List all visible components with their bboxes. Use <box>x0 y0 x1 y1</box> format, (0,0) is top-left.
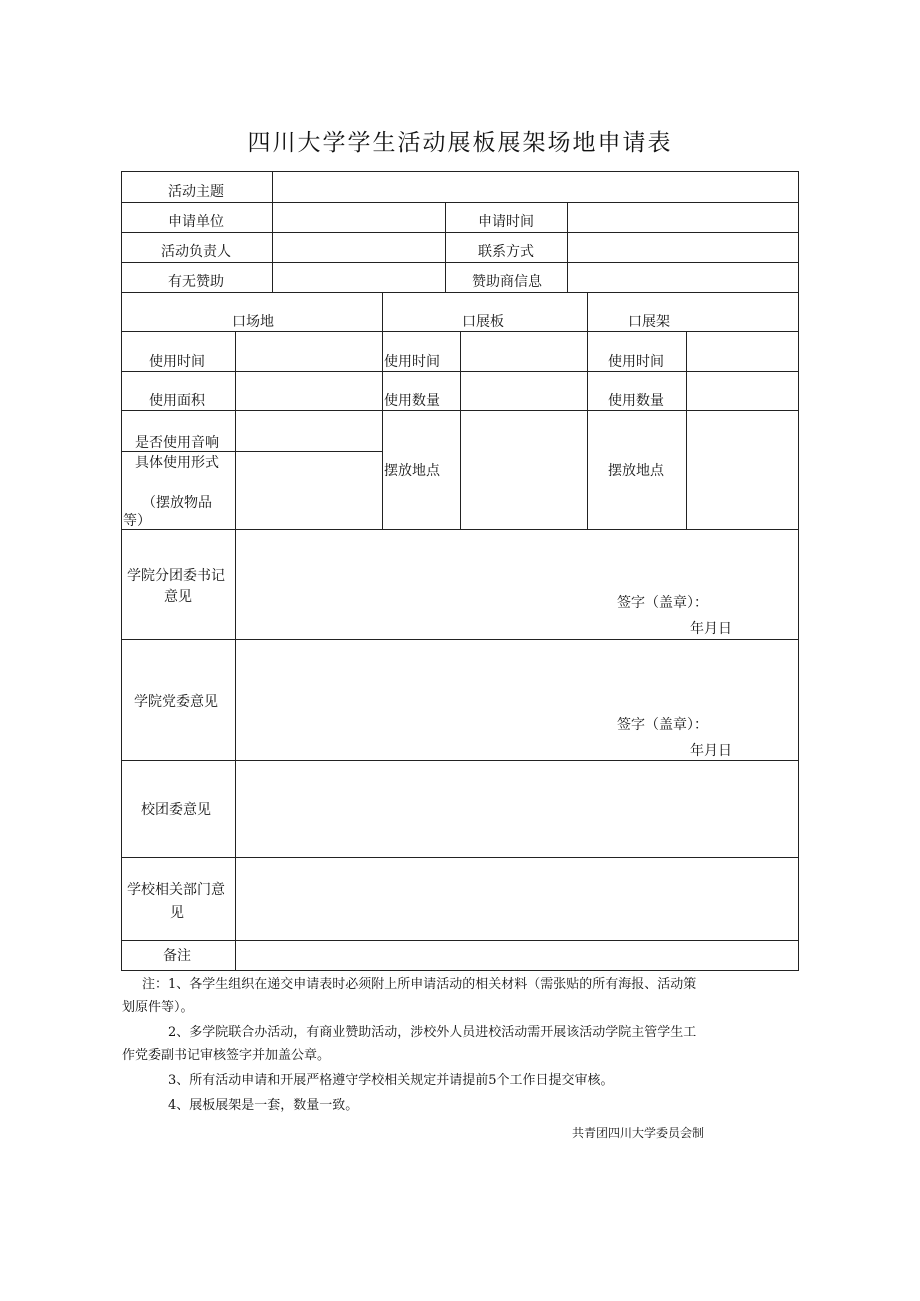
option-board-checkbox[interactable]: 口展板 <box>462 314 504 330</box>
label-leader: 活动负责人 <box>161 244 231 260</box>
label-college-league-2: 意见 <box>164 589 192 605</box>
date-college-league: 年月日 <box>690 621 732 637</box>
note-3: 3、所有活动申请和开展严格遵守学校相关规定并请提前5个工作日提交审核。 <box>168 1073 614 1088</box>
label-college-league: 学院分团委书记 <box>127 568 225 584</box>
label-rack-place: 摆放地点 <box>608 463 664 479</box>
label-college-party: 学院党委意见 <box>134 694 218 710</box>
note-4: 4、展板展架是一套，数量一致。 <box>168 1098 359 1113</box>
label-rack-use-count: 使用数量 <box>608 393 664 409</box>
label-usage-form-note-end: 等） <box>123 513 151 529</box>
sign-college-party: 签字（盖章）： <box>617 717 708 733</box>
label-school-dept: 学校相关部门意 <box>127 882 225 898</box>
note-2b: 作党委副书记审核签字并加盖公章。 <box>122 1048 331 1063</box>
date-college-party: 年月日 <box>690 743 732 759</box>
footer-issuer: 共青团四川大学委员会制 <box>572 1126 705 1140</box>
option-venue-checkbox[interactable]: 口场地 <box>232 314 274 330</box>
label-venue-use-time: 使用时间 <box>149 354 205 370</box>
note-1b: 划原件等）。 <box>122 1000 194 1015</box>
label-rack-use-time: 使用时间 <box>608 354 664 370</box>
label-unit: 申请单位 <box>168 214 224 230</box>
label-board-place: 摆放地点 <box>384 463 440 479</box>
option-rack-checkbox[interactable]: 口展架 <box>628 314 670 330</box>
label-board-use-time: 使用时间 <box>384 354 440 370</box>
label-usage-form-note: （摆放物品 <box>142 495 212 511</box>
label-school-dept-2: 见 <box>170 905 184 921</box>
sign-college-league: 签字（盖章）： <box>617 595 708 611</box>
label-school-league: 校团委意见 <box>141 802 211 818</box>
note-2a: 2、多学院联合办活动，有商业赞助活动，涉校外人员进校活动需开展该活动学院主管学生工 <box>168 1025 697 1040</box>
label-usage-form: 具体使用形式 <box>135 455 219 471</box>
label-board-use-count: 使用数量 <box>384 393 440 409</box>
label-contact: 联系方式 <box>478 244 534 260</box>
label-sponsor: 有无赞助 <box>168 274 224 290</box>
label-audio: 是否使用音响 <box>135 435 219 451</box>
page-title: 四川大学学生活动展板展架场地申请表 <box>247 130 673 156</box>
label-remarks: 备注 <box>163 948 191 964</box>
label-topic: 活动主题 <box>168 184 224 200</box>
label-apply-time: 申请时间 <box>478 214 534 230</box>
label-sponsor-info: 赞助商信息 <box>472 274 542 290</box>
label-use-area: 使用面积 <box>149 393 205 409</box>
note-1a: 注：1、各学生组织在递交申请表时必须附上所申请活动的相关材料（需张贴的所有海报、活动策 <box>142 977 697 992</box>
